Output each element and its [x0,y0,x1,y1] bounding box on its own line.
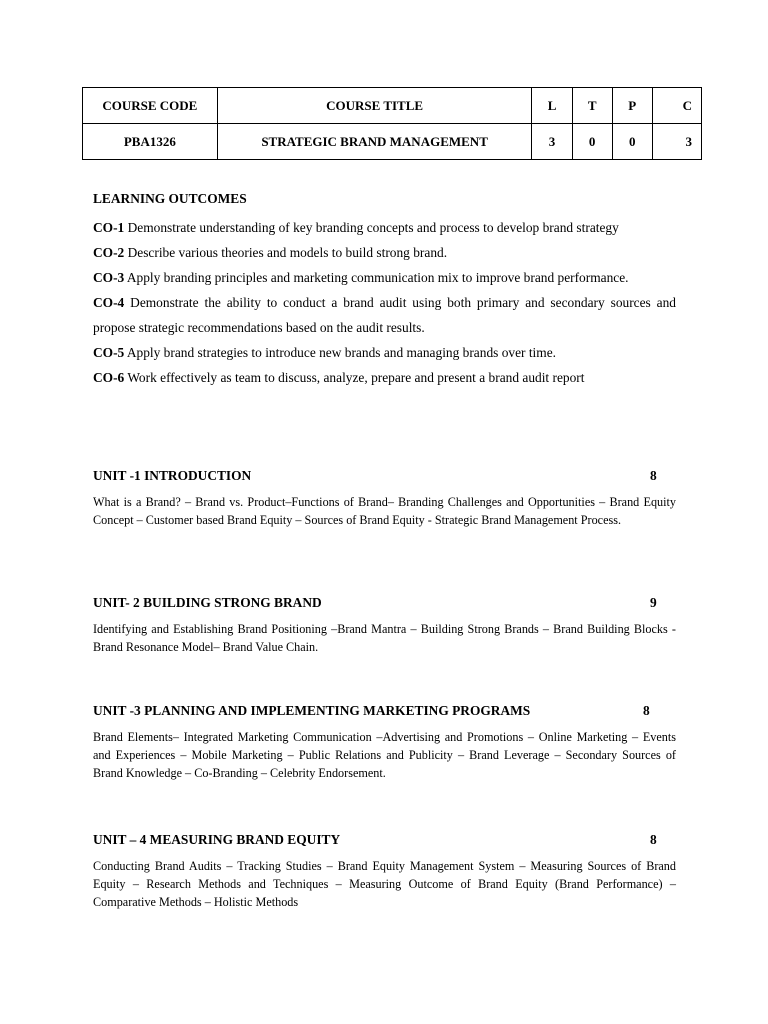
outcome-item [93,215,676,240]
header-course-code: COURSE CODE [83,88,218,124]
header-l: L [532,88,572,124]
outcome-item [93,290,676,340]
unit-1-section [93,467,676,529]
outcome-item [93,365,676,390]
outcome-code: CO-5 [93,345,125,360]
learning-outcomes-title: LEARNING OUTCOMES [93,191,247,206]
course-table [82,87,702,160]
course-table-header-row [83,88,702,124]
outcome-text: Describe various theories and models to build strong brand. [127,245,448,260]
outcome-code: CO-1 [93,220,125,235]
outcome-text: Apply branding principles and marketing communication mix to improve brand performance. [126,270,629,285]
unit-heading [93,467,676,485]
outcome-item [93,240,676,265]
p-value: 0 [612,124,652,160]
l-value: 3 [532,124,572,160]
unit-description: Conducting Brand Audits – Tracking Studies – Brand Equity Management System – Measuring Sources of Brand Equity – Research Methods and Techniques – Measuring Outcome of Brand Equity (Brand Performance) – Comparative Methods – Holistic Methods [93,859,676,909]
unit-title: UNIT -1 INTRODUCTION [93,468,252,483]
outcome-text: Demonstrate the ability to conduct a brand audit using both primary and secondary sources and propose strategic recommendations based on the audit results. [93,295,676,335]
outcome-code: CO-2 [93,245,125,260]
outcome-item [93,265,676,290]
outcome-text: Demonstrate understanding of key branding concepts and process to develop brand strategy [127,220,619,235]
learning-outcomes-section [93,189,676,390]
unit-description: Brand Elements– Integrated Marketing Communication –Advertising and Promotions – Online Marketing – Events and Experiences – Mobile Marketing – Public Relations and Publicity – Brand Leverage – Secondary Sources of Brand Knowledge – Co-Branding – Celebrity Endorsement. [93,730,676,780]
outcome-code: CO-4 [93,295,125,310]
outcome-text: Work effectively as team to discuss, analyze, prepare and present a brand audit report [127,370,585,385]
header-course-title: COURSE TITLE [217,88,532,124]
header-p: P [612,88,652,124]
unit-description: What is a Brand? – Brand vs. Product–Functions of Brand– Branding Challenges and Opportunities – Brand Equity Concept – Customer based Brand Equity – Sources of Brand Equity - Strategic Brand Management Process. [93,495,676,527]
unit-heading [93,831,676,849]
unit-title: UNIT – 4 MEASURING BRAND EQUITY [93,832,341,847]
t-value: 0 [572,124,612,160]
unit-description: Identifying and Establishing Brand Positioning –Brand Mantra – Building Strong Brands – Brand Building Blocks - Brand Resonance Model– Brand Value Chain. [93,622,676,654]
course-table-data-row [83,124,702,160]
unit-2-section [93,594,676,656]
header-c: C [652,88,701,124]
header-t: T [572,88,612,124]
course-code-value: PBA1326 [83,124,218,160]
unit-title: UNIT -3 PLANNING AND IMPLEMENTING MARKETING PROGRAMS [93,703,531,718]
unit-heading [93,594,676,612]
outcome-text: Apply brand strategies to introduce new brands and managing brands over time. [126,345,556,360]
outcome-item [93,340,676,365]
unit-hours: 8 [650,468,657,483]
unit-heading [93,702,676,720]
unit-hours: 9 [650,595,657,610]
unit-hours: 8 [650,832,657,847]
unit-3-section [93,702,676,782]
c-value: 3 [652,124,701,160]
outcome-code: CO-6 [93,370,125,385]
outcome-code: CO-3 [93,270,125,285]
unit-hours: 8 [643,703,650,718]
course-title-value: STRATEGIC BRAND MANAGEMENT [217,124,532,160]
unit-title: UNIT- 2 BUILDING STRONG BRAND [93,595,322,610]
unit-4-section [93,831,676,911]
